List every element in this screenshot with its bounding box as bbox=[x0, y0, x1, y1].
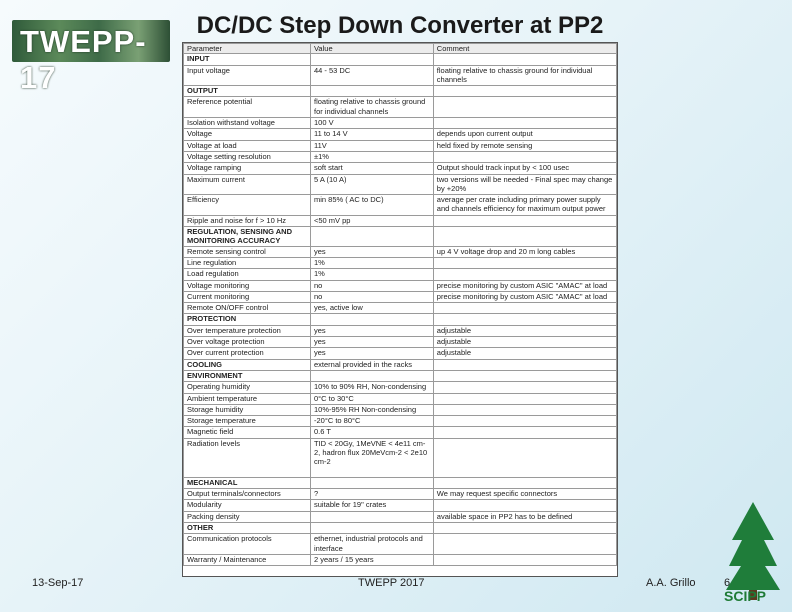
cell-comment: up 4 V voltage drop and 20 m long cables bbox=[433, 246, 616, 257]
table-row bbox=[184, 163, 617, 174]
cell-parameter: Line regulation bbox=[184, 257, 311, 268]
cell-value: 5 A (10 A) bbox=[310, 174, 433, 195]
cell-value bbox=[310, 314, 433, 325]
table-row bbox=[184, 151, 617, 162]
cell-comment bbox=[433, 215, 616, 226]
cell-parameter: Voltage setting resolution bbox=[184, 151, 311, 162]
cell-value: 1% bbox=[310, 269, 433, 280]
cell-comment bbox=[433, 86, 616, 97]
cell-comment: We may request specific connectors bbox=[433, 489, 616, 500]
cell-comment bbox=[433, 227, 616, 247]
table-header-row bbox=[184, 44, 617, 54]
cell-parameter: Output terminals/connectors bbox=[184, 489, 311, 500]
cell-comment bbox=[433, 523, 616, 534]
cell-value: ethernet, industrial protocols and interface bbox=[310, 534, 433, 555]
cell-value bbox=[310, 54, 433, 65]
scipp-logo-text: SCIPP bbox=[724, 588, 767, 604]
footer-event: TWEPP 2017 bbox=[358, 577, 425, 589]
cell-comment bbox=[433, 438, 616, 477]
cell-parameter: Load regulation bbox=[184, 269, 311, 280]
cell-comment bbox=[433, 54, 616, 65]
table-row bbox=[184, 269, 617, 280]
header-value: Value bbox=[310, 44, 433, 54]
cell-parameter: MECHANICAL bbox=[184, 477, 311, 488]
table-row bbox=[184, 303, 617, 314]
cell-value: 2 years / 15 years bbox=[310, 554, 433, 565]
cell-parameter: Storage humidity bbox=[184, 404, 311, 415]
cell-value: min 85% ( AC to DC) bbox=[310, 195, 433, 216]
table-section-row bbox=[184, 86, 617, 97]
cell-comment: available space in PP2 has to be defined bbox=[433, 511, 616, 522]
header-comment: Comment bbox=[433, 44, 616, 54]
cell-value: 10%-95% RH Non-condensing bbox=[310, 404, 433, 415]
cell-parameter: Operating humidity bbox=[184, 382, 311, 393]
cell-parameter: Efficiency bbox=[184, 195, 311, 216]
cell-parameter: Warranty / Maintenance bbox=[184, 554, 311, 565]
cell-parameter: Voltage bbox=[184, 129, 311, 140]
table-row bbox=[184, 438, 617, 477]
cell-value: 1% bbox=[310, 257, 433, 268]
cell-value bbox=[310, 523, 433, 534]
cell-value: <50 mV pp bbox=[310, 215, 433, 226]
cell-value: external provided in the racks bbox=[310, 359, 433, 370]
cell-parameter: Remote sensing control bbox=[184, 246, 311, 257]
cell-value: 0°C to 30°C bbox=[310, 393, 433, 404]
table-row bbox=[184, 359, 617, 370]
cell-value: no bbox=[310, 280, 433, 291]
cell-parameter: Modularity bbox=[184, 500, 311, 511]
spec-table-container bbox=[182, 42, 618, 577]
cell-value: yes bbox=[310, 246, 433, 257]
table-row bbox=[184, 416, 617, 427]
table-row bbox=[184, 554, 617, 565]
cell-parameter: Radiation levels bbox=[184, 438, 311, 477]
table-row bbox=[184, 534, 617, 555]
cell-value bbox=[310, 227, 433, 247]
cell-parameter: Voltage ramping bbox=[184, 163, 311, 174]
cell-parameter: Magnetic field bbox=[184, 427, 311, 438]
table-row bbox=[184, 404, 617, 415]
cell-comment bbox=[433, 477, 616, 488]
cell-value: soft start bbox=[310, 163, 433, 174]
cell-parameter: INPUT bbox=[184, 54, 311, 65]
cell-value bbox=[310, 370, 433, 381]
table-section-row bbox=[184, 370, 617, 381]
cell-value bbox=[310, 511, 433, 522]
cell-value bbox=[310, 477, 433, 488]
table-row bbox=[184, 337, 617, 348]
cell-value: yes bbox=[310, 348, 433, 359]
table-section-row bbox=[184, 227, 617, 247]
cell-parameter: OUTPUT bbox=[184, 86, 311, 97]
cell-value: ? bbox=[310, 489, 433, 500]
cell-comment bbox=[433, 269, 616, 280]
cell-comment bbox=[433, 416, 616, 427]
cell-comment bbox=[433, 427, 616, 438]
cell-comment bbox=[433, 97, 616, 118]
table-row bbox=[184, 257, 617, 268]
table-row bbox=[184, 348, 617, 359]
cell-comment: precise monitoring by custom ASIC "AMAC" at load bbox=[433, 291, 616, 302]
cell-value: 0.6 T bbox=[310, 427, 433, 438]
table-row bbox=[184, 393, 617, 404]
cell-value: 11V bbox=[310, 140, 433, 151]
cell-value: suitable for 19" crates bbox=[310, 500, 433, 511]
cell-value bbox=[310, 86, 433, 97]
table-row bbox=[184, 500, 617, 511]
cell-parameter: Remote ON/OFF control bbox=[184, 303, 311, 314]
cell-parameter: Over voltage protection bbox=[184, 337, 311, 348]
table-row bbox=[184, 291, 617, 302]
cell-comment: two versions will be needed - Final spec may change by +20% bbox=[433, 174, 616, 195]
cell-comment: adjustable bbox=[433, 325, 616, 336]
cell-value: yes bbox=[310, 337, 433, 348]
cell-value: floating relative to chassis ground for individual channels bbox=[310, 97, 433, 118]
footer-author: A.A. Grillo bbox=[646, 577, 696, 589]
cell-parameter: Maximum current bbox=[184, 174, 311, 195]
slide-title: DC/DC Step Down Converter at PP2 bbox=[196, 12, 604, 39]
logo-text: TWEPP-17 bbox=[20, 24, 147, 95]
cell-comment bbox=[433, 500, 616, 511]
cell-comment bbox=[433, 314, 616, 325]
cell-value: yes bbox=[310, 325, 433, 336]
cell-value: yes, active low bbox=[310, 303, 433, 314]
cell-parameter: Packing density bbox=[184, 511, 311, 522]
table-row bbox=[184, 195, 617, 216]
table-row bbox=[184, 325, 617, 336]
table-row bbox=[184, 140, 617, 151]
cell-comment bbox=[433, 151, 616, 162]
table-row bbox=[184, 174, 617, 195]
cell-parameter: Over temperature protection bbox=[184, 325, 311, 336]
table-row bbox=[184, 489, 617, 500]
table-row bbox=[184, 118, 617, 129]
cell-comment bbox=[433, 534, 616, 555]
cell-parameter: Isolation withstand voltage bbox=[184, 118, 311, 129]
cell-comment: held fixed by remote sensing bbox=[433, 140, 616, 151]
cell-comment: precise monitoring by custom ASIC "AMAC" at load bbox=[433, 280, 616, 291]
table-row bbox=[184, 65, 617, 86]
page-number: 6 bbox=[724, 577, 731, 589]
table-row bbox=[184, 427, 617, 438]
cell-comment bbox=[433, 404, 616, 415]
cell-comment bbox=[433, 303, 616, 314]
cell-value: TID < 20Gy, 1MeVNE < 4e11 cm-2, hadron flux 20MeVcm-2 < 2e10 cm-2 bbox=[310, 438, 433, 477]
cell-comment bbox=[433, 257, 616, 268]
cell-parameter: Ambient temperature bbox=[184, 393, 311, 404]
spec-table bbox=[183, 43, 617, 566]
cell-parameter: COOLING bbox=[184, 359, 311, 370]
cell-parameter: REGULATION, SENSING AND MONITORING ACCURACY bbox=[184, 227, 311, 247]
cell-comment: depends upon current output bbox=[433, 129, 616, 140]
cell-value: -20°C to 80°C bbox=[310, 416, 433, 427]
cell-value: 10% to 90% RH, Non-condensing bbox=[310, 382, 433, 393]
table-row bbox=[184, 129, 617, 140]
table-section-row bbox=[184, 477, 617, 488]
cell-parameter: Ripple and noise for f > 10 Hz bbox=[184, 215, 311, 226]
table-row bbox=[184, 382, 617, 393]
cell-comment: Output should track input by < 100 usec bbox=[433, 163, 616, 174]
table-row bbox=[184, 246, 617, 257]
table-row bbox=[184, 215, 617, 226]
cell-value: 44 - 53 DC bbox=[310, 65, 433, 86]
cell-comment: adjustable bbox=[433, 348, 616, 359]
cell-parameter: Voltage at load bbox=[184, 140, 311, 151]
cell-comment bbox=[433, 554, 616, 565]
cell-parameter: Storage temperature bbox=[184, 416, 311, 427]
cell-value: 100 V bbox=[310, 118, 433, 129]
table-section-row bbox=[184, 314, 617, 325]
cell-comment bbox=[433, 370, 616, 381]
cell-parameter: Current monitoring bbox=[184, 291, 311, 302]
cell-comment: adjustable bbox=[433, 337, 616, 348]
cell-parameter: Reference potential bbox=[184, 97, 311, 118]
table-row bbox=[184, 97, 617, 118]
cell-parameter: Input voltage bbox=[184, 65, 311, 86]
cell-comment: average per crate including primary power supply and channels efficiency for maximum output power bbox=[433, 195, 616, 216]
cell-value: ±1% bbox=[310, 151, 433, 162]
cell-parameter: PROTECTION bbox=[184, 314, 311, 325]
table-row bbox=[184, 280, 617, 291]
cell-parameter: Communication protocols bbox=[184, 534, 311, 555]
cell-parameter: Over current protection bbox=[184, 348, 311, 359]
cell-parameter: OTHER bbox=[184, 523, 311, 534]
cell-comment bbox=[433, 382, 616, 393]
cell-comment bbox=[433, 359, 616, 370]
table-section-row bbox=[184, 523, 617, 534]
cell-parameter: Voltage monitoring bbox=[184, 280, 311, 291]
table-row bbox=[184, 511, 617, 522]
cell-parameter: ENVIRONMENT bbox=[184, 370, 311, 381]
footer-date: 13-Sep-17 bbox=[32, 577, 84, 589]
cell-value: 11 to 14 V bbox=[310, 129, 433, 140]
header-parameter: Parameter bbox=[184, 44, 311, 54]
cell-comment bbox=[433, 118, 616, 129]
table-body bbox=[184, 54, 617, 566]
cell-value: no bbox=[310, 291, 433, 302]
cell-comment: floating relative to chassis ground for individual channels bbox=[433, 65, 616, 86]
twepp-logo bbox=[12, 20, 170, 95]
table-section-row bbox=[184, 54, 617, 65]
cell-comment bbox=[433, 393, 616, 404]
